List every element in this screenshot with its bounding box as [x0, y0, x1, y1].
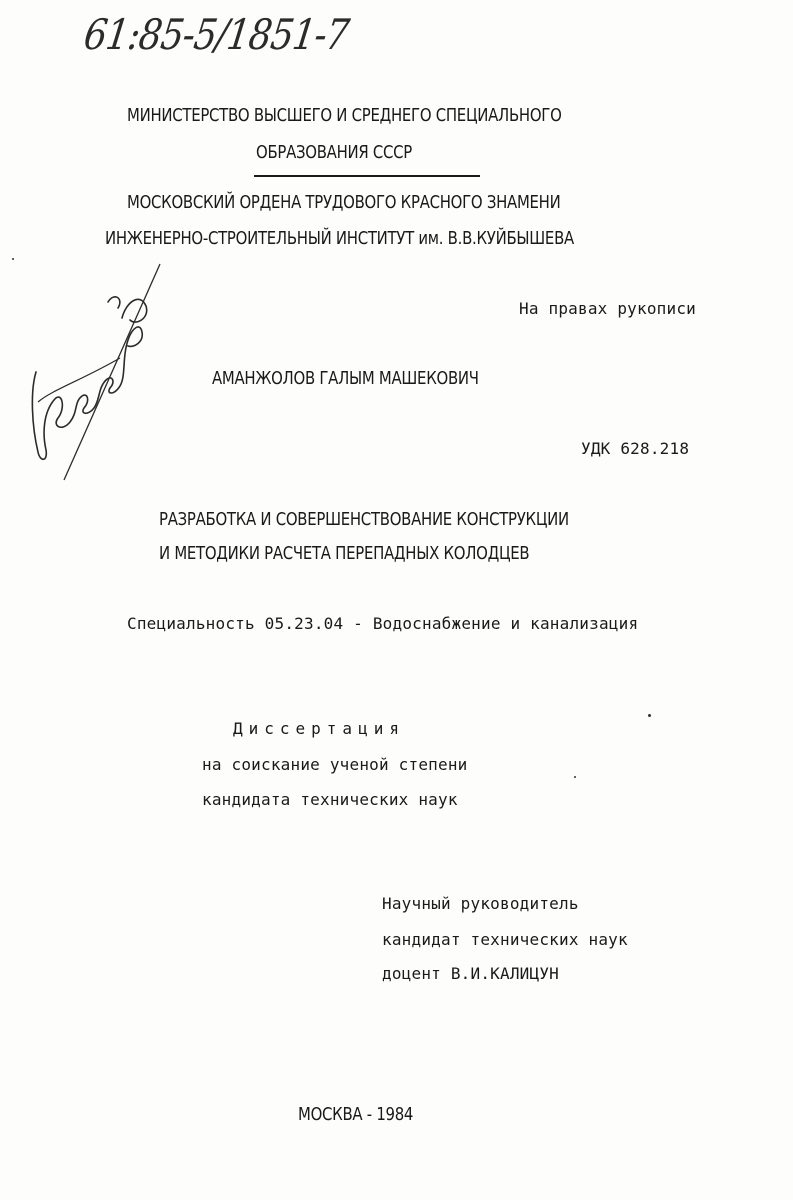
institute-line-2: ИНЖЕНЕРНО-СТРОИТЕЛЬНЫЙ ИНСТИТУТ им. В.В.КУЙБЫШЕВА [105, 228, 574, 249]
header-divider [254, 175, 480, 177]
title-line-1: РАЗРАБОТКА И СОВЕРШЕНСТВОВАНИЕ КОНСТРУКЦИИ [159, 509, 569, 530]
supervisor-label: Научный руководитель [382, 894, 579, 913]
author-signature [22, 262, 172, 482]
author-name: АМАНЖОЛОВ ГАЛЫМ МАШЕКОВИЧ [212, 368, 479, 389]
ministry-line-2: ОБРАЗОВАНИЯ СССР [256, 142, 413, 163]
dissertation-field-line: кандидата технических наук [202, 790, 458, 809]
supervisor-name: доцент В.И.КАЛИЦУН [382, 964, 559, 983]
speck-mark [12, 258, 14, 260]
dissertation-degree-line: на соискание ученой степени [202, 755, 468, 774]
dissertation-heading: Диссертация [233, 719, 405, 738]
city-year-footer: МОСКВА - 1984 [298, 1104, 414, 1125]
udc-code: УДК 628.218 [581, 439, 690, 458]
institute-line-1: МОСКОВСКИЙ ОРДЕНА ТРУДОВОГО КРАСНОГО ЗНАМЕНИ [127, 192, 561, 213]
speck-mark [574, 776, 576, 778]
ministry-line-1: МИНИСТЕРСТВО ВЫСШЕГО И СРЕДНЕГО СПЕЦИАЛЬНОГО [127, 105, 562, 126]
title-line-2: И МЕТОДИКИ РАСЧЕТА ПЕРЕПАДНЫХ КОЛОДЦЕВ [159, 543, 530, 564]
manuscript-rights: На правах рукописи [519, 299, 696, 318]
archive-code-handwritten: 61:85-5/1851-7 [81, 10, 352, 59]
speck-mark [648, 714, 651, 717]
specialty: Специальность 05.23.04 - Водоснабжение и канализация [127, 614, 639, 633]
supervisor-degree: кандидат технических наук [382, 930, 628, 949]
